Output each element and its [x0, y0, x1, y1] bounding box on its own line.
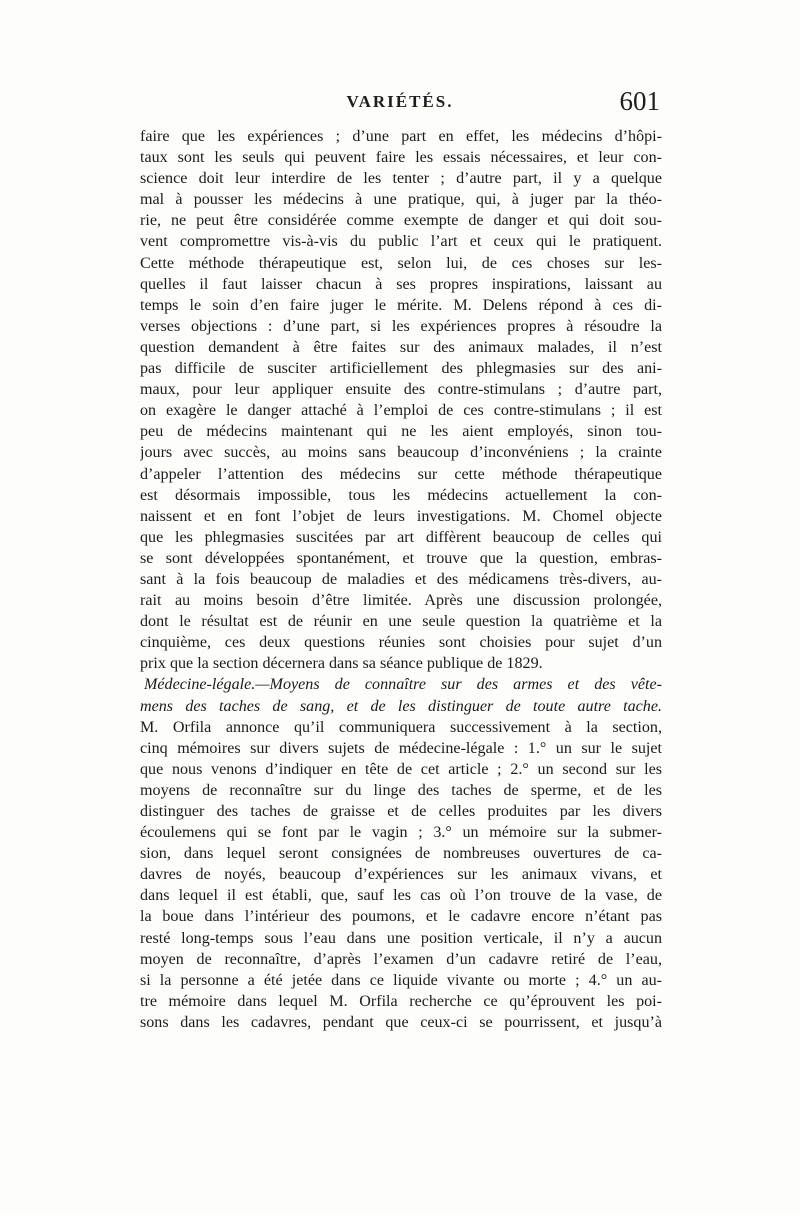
- text-line: la boue dans l’intérieur des poumons, et le cadavre encore n’étant pas: [140, 908, 662, 926]
- text-line: rie, ne peut être considérée comme exempte de danger et qui doit sou-: [140, 212, 662, 230]
- text-line: faire que les expériences ; d’une part en effet, les médecins d’hôpi-: [140, 128, 662, 145]
- text-line: que nous venons d’indiquer en tête de cet article ; 2.° un second sur les: [140, 760, 662, 778]
- text-line: Cette méthode thérapeutique est, selon lui, de ces choses sur les-: [140, 254, 662, 272]
- text-line: resté long-temps sous l’eau dans une position verticale, il n’y a aucun: [140, 929, 662, 947]
- body-text: [140, 126, 662, 1033]
- text-line: tre mémoire dans lequel M. Orfila recherche ce qu’éprouvent les poi-: [140, 992, 662, 1010]
- text-line: d’appeler l’attention des médecins sur cette méthode thérapeutique: [140, 465, 662, 483]
- text-line: question demandent à être faites sur des animaux malades, il n’est: [140, 338, 662, 356]
- text-line: quelles il faut laisser chacun à ses propres inspirations, laissant au: [140, 275, 662, 293]
- section-heading: Médecine-légale.—Moyens de connaître sur des armes et des vête-: [144, 676, 662, 694]
- text-line: moyen de reconnaître, d’après l’examen d’un cadavre retiré de l’eau,: [140, 950, 662, 968]
- text-line: verses objections : d’une part, si les expériences propres à résoudre la: [140, 317, 662, 335]
- text-line: science doit leur interdire de les tenter ; d’autre part, il y a quelque: [140, 170, 662, 188]
- text-line: peu de médecins maintenant qui ne les aient employés, sinon tou-: [140, 423, 662, 441]
- text-line: si la personne a été jetée dans ce liquide vivante ou morte ; 4.° un au-: [140, 971, 662, 989]
- text-line: dans lequel il est établi, que, sauf les cas où l’on trouve de la vase, de: [140, 887, 662, 905]
- text-line: cinquième, ces deux questions réunies sont choisies pour sujet d’un: [140, 634, 662, 652]
- text-line: temps le soin d’en faire juger le mérite. M. Delens répond à ces di-: [140, 296, 662, 314]
- text-line: moyens de reconnaître sur du linge des taches de sperme, et de les: [140, 781, 662, 799]
- text-line: dont le résultat est de réunir en une seule question la quatrième et la: [140, 613, 662, 631]
- text-line: mal à pousser les médecins à une pratique, qui, à juger par la théo-: [140, 191, 662, 209]
- text-line: M. Orfila annonce qu’il communiquera successivement à la section,: [140, 718, 662, 736]
- text-line: se sont développées spontanément, et trouve que la question, embras-: [140, 549, 662, 567]
- text-line: sant à la fois beaucoup de maladies et des médicamens très-divers, au-: [140, 570, 662, 588]
- text-line: jours avec succès, au moins sans beaucoup d’inconvéniens ; la crainte: [140, 444, 662, 462]
- text-line: distinguer des taches de graisse et de celles produites par les divers: [140, 803, 662, 820]
- text-line: maux, pour leur appliquer ensuite des contre-stimulans ; d’autre part,: [140, 381, 662, 399]
- text-line: écoulemens qui se font par le vagin ; 3.° un mémoire sur la submer-: [140, 824, 662, 842]
- text-line: sons dans les cadavres, pendant que ceux-ci se pourrissent, et jusqu’à: [140, 1013, 662, 1031]
- page-number: 601: [619, 86, 660, 116]
- text-line: taux sont les seuls qui peuvent faire les essais nécessaires, et leur con-: [140, 149, 662, 167]
- text-line: davres de noyés, beaucoup d’expériences sur les animaux vivans, et: [140, 866, 662, 884]
- text-line: est désormais impossible, tous les médecins actuellement la con-: [140, 486, 662, 504]
- page-header: [140, 86, 660, 122]
- text-line: prix que la section décernera dans sa séance publique de 1829.: [140, 655, 543, 673]
- running-title: VARIÉTÉS.: [346, 92, 454, 111]
- text-line: cinq mémoires sur divers sujets de médecine-légale : 1.° un sur le sujet: [140, 739, 662, 757]
- text-line: pas difficile de susciter artificiellement des phlegmasies sur des ani-: [140, 360, 662, 378]
- text-line: naissent et en font l’objet de leurs investigations. M. Chomel objecte: [140, 507, 662, 525]
- text-line: que les phlegmasies suscitées par art diffèrent beaucoup de celles qui: [140, 528, 662, 546]
- text-line: vent compromettre vis-à-vis du public l’art et ceux qui le pratiquent.: [140, 233, 662, 251]
- text-line: on exagère le danger attaché à l’emploi de ces contre-stimulans ; il est: [140, 402, 662, 420]
- section-heading-continued: mens des taches de sang, et de les distinguer de toute autre tache.: [140, 697, 662, 715]
- text-line: sion, dans lequel seront consignées de nombreuses ouvertures de ca-: [140, 845, 662, 863]
- text-line: rait au moins besoin d’être limitée. Après une discussion prolongée,: [140, 592, 662, 610]
